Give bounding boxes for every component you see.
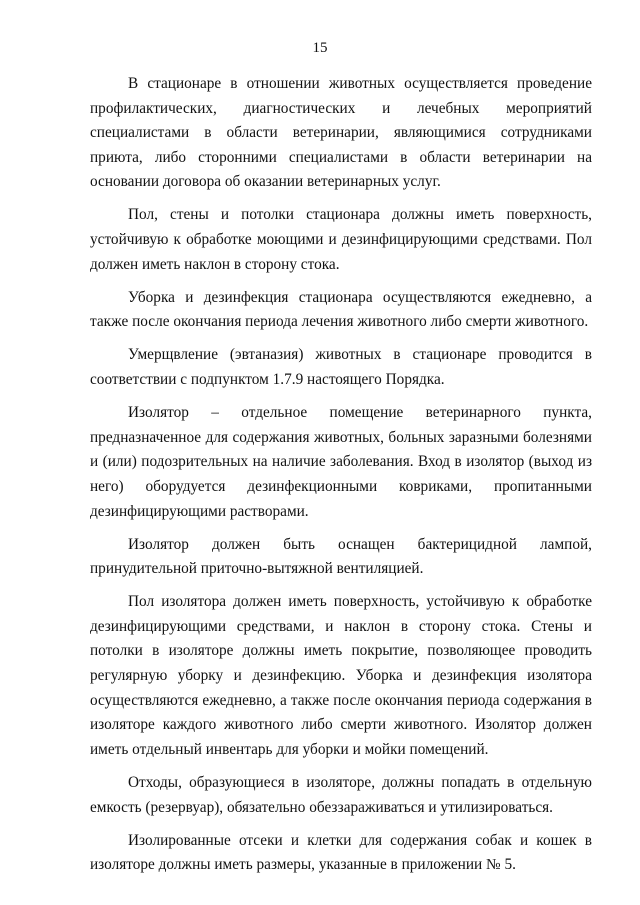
paragraph-9: Изолированные отсеки и клетки для содержания собак и кошек в изоляторе должны иметь размеры, указанные в приложении № 5.: [90, 831, 592, 874]
page-number: 15: [312, 40, 328, 56]
paragraph-4: Умерщвление (эвтаназия) животных в стационаре проводится в соответствии с подпунктом 1.7.9 настоящего Порядка.: [90, 346, 592, 389]
paragraph-6: Изолятор должен быть оснащен бактерицидной лампой, принудительной приточно-вытяжной вентиляцией.: [90, 535, 592, 578]
document-body: [90, 72, 592, 886]
paragraph-7: Пол изолятора должен иметь поверхность, устойчивую к обработке дезинфицирующими средствами, и наклон в сторону стока. Стены и потолки в изоляторе должны иметь покрытие, позволяющее проводить регулярную уборку и дезинфекцию. Уборка и дезинфекция изолятора осуществляются ежедневно, а также после окончания периода содержания в изоляторе каждого животного либо смерти животного. Изолятор должен иметь отдельный инвентарь для уборки и мойки помещений.: [90, 593, 592, 758]
paragraph-2: Пол, стены и потолки стационара должны иметь поверхность, устойчивую к обработке моющими и дезинфицирующими средствами. Пол должен иметь наклон в сторону стока.: [90, 206, 592, 273]
paragraph-1: В стационаре в отношении животных осуществляется проведение профилактических, диагностических и лечебных мероприятий специалистами в области ветеринарии, являющимися сотрудниками приюта, либо сторонними специалистами в области ветеринарии на основании договора об оказании ветеринарных услуг.: [90, 75, 592, 191]
paragraph-8: Отходы, образующиеся в изоляторе, должны попадать в отдельную емкость (резервуар), обязательно обеззараживаться и утилизироваться.: [90, 773, 592, 816]
paragraph-3: Уборка и дезинфекция стационара осуществляются ежедневно, а также после окончания периода лечения животного либо смерти животного.: [90, 288, 592, 331]
paragraph-5: Изолятор – отдельное помещение ветеринарного пункта, предназначенное для содержания животных, больных заразными болезнями и (или) подозрительных на наличие заболевания. Вход в изолятор (выход из него) оборудуется дезинфекционными ковриками, пропитанными дезинфицирующими растворами.: [90, 404, 592, 520]
